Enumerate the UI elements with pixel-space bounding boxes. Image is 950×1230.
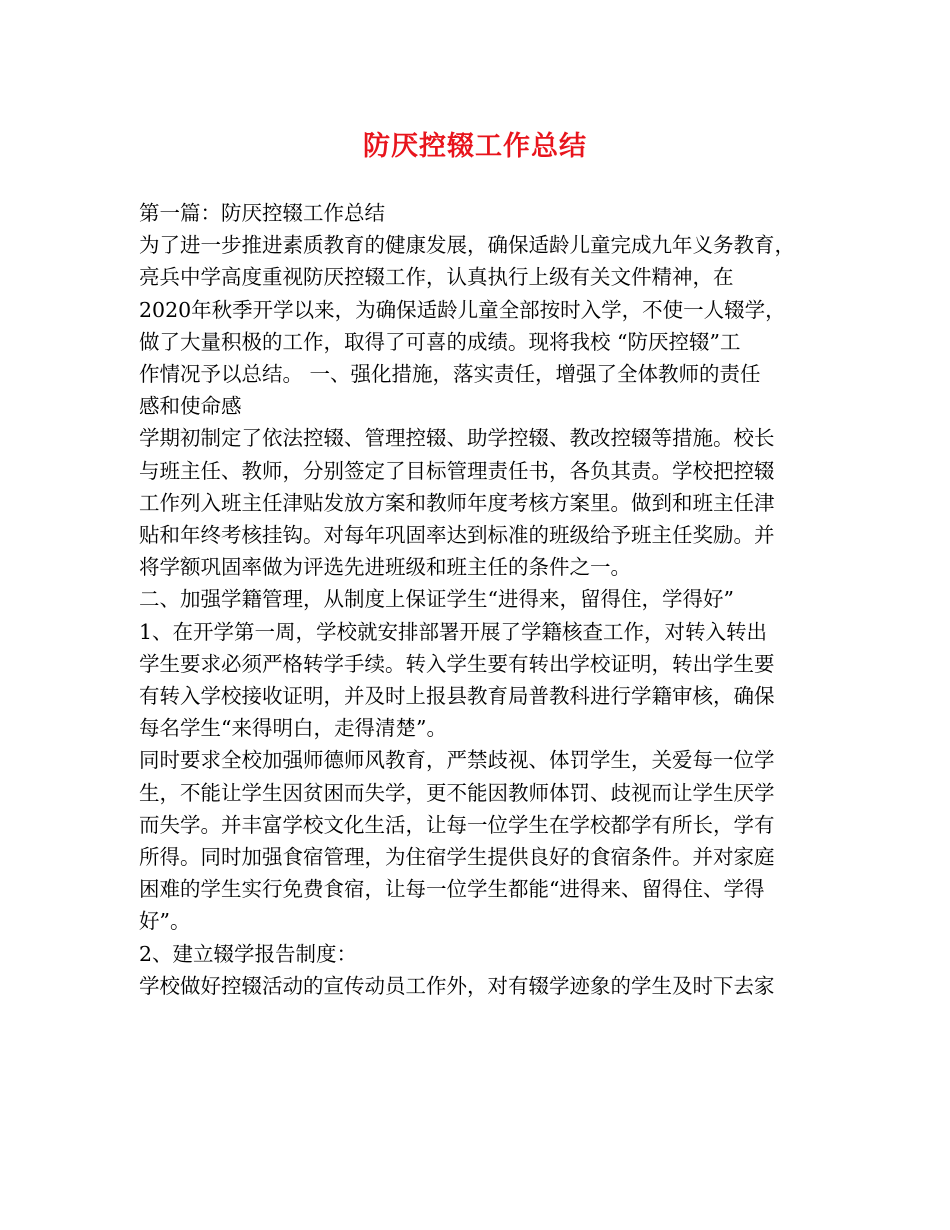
body-line: 与班主任、教师，分别签定了目标管理责任书，各负其责。学校把控辍 bbox=[139, 458, 775, 483]
body-line: 第一篇：防厌控辍工作总结 bbox=[139, 201, 385, 225]
body-line: 学校做好控辍活动的宣传动员工作外，对有辍学迹象的学生及时下去家 bbox=[139, 973, 775, 998]
body-line: 生，不能让学生因贫困而失学，更不能因教师体罚、歧视而让学生厌学 bbox=[139, 780, 775, 805]
body-line: 工作列入班主任津贴发放方案和教师年度考核方案里。做到和班主任津 bbox=[139, 490, 775, 515]
body-line: 2020年秋季开学以来，为确保适龄儿童全部按时入学，不使一人辍学， bbox=[139, 297, 786, 322]
body-line: 感和使命感 bbox=[139, 394, 242, 419]
document-title: 防厌控辍工作总结 bbox=[363, 131, 587, 162]
body-line: 学期初制定了依法控辍、管理控辍、助学控辍、教改控辍等措施。校长 bbox=[139, 426, 775, 451]
body-line: 有转入学校接收证明，并及时上报县教育局普教科进行学籍审核，确保 bbox=[139, 684, 775, 709]
body-line: 每名学生“来得明白，走得清楚”。 bbox=[139, 716, 447, 741]
body-line: 二、加强学籍管理，从制度上保证学生“进得来，留得住，学得好” bbox=[139, 587, 734, 612]
body-line: 2、建立辍学报告制度： bbox=[139, 941, 358, 966]
body-line: 为了进一步推进素质教育的健康发展，确保适龄儿童完成九年义务教育， bbox=[139, 233, 795, 258]
body-line: 困难的学生实行免费食宿，让每一位学生都能“进得来、留得住、学得 bbox=[139, 877, 765, 902]
document-body bbox=[139, 197, 839, 1002]
body-line: 所得。同时加强食宿管理，为住宿学生提供良好的食宿条件。并对家庭 bbox=[139, 845, 775, 870]
body-line: 作情况予以总结。 一、强化措施，落实责任，增强了全体教师的责任 bbox=[139, 362, 761, 387]
body-line: 将学额巩固率做为评选先进班级和班主任的条件之一。 bbox=[139, 555, 631, 580]
body-line: 而失学。并丰富学校文化生活，让每一位学生在学校都学有所长，学有 bbox=[139, 812, 775, 837]
body-line: 亮兵中学高度重视防厌控辍工作，认真执行上级有关文件精神，在 bbox=[139, 265, 734, 290]
body-line: 1、在开学第一周，学校就安排部署开展了学籍核查工作，对转入转出 bbox=[139, 619, 768, 644]
body-line: 做了大量积极的工作，取得了可喜的成绩。现将我校 “防厌控辍”工 bbox=[139, 329, 741, 354]
body-line: 学生要求必须严格转学手续。转入学生要有转出学校证明，转出学生要 bbox=[139, 651, 775, 676]
body-line: 同时要求全校加强师德师风教育，严禁歧视、体罚学生，关爱每一位学 bbox=[139, 748, 775, 773]
body-line: 贴和年终考核挂钩。对每年巩固率达到标准的班级给予班主任奖励。并 bbox=[139, 523, 775, 548]
body-line: 好”。 bbox=[139, 909, 191, 934]
